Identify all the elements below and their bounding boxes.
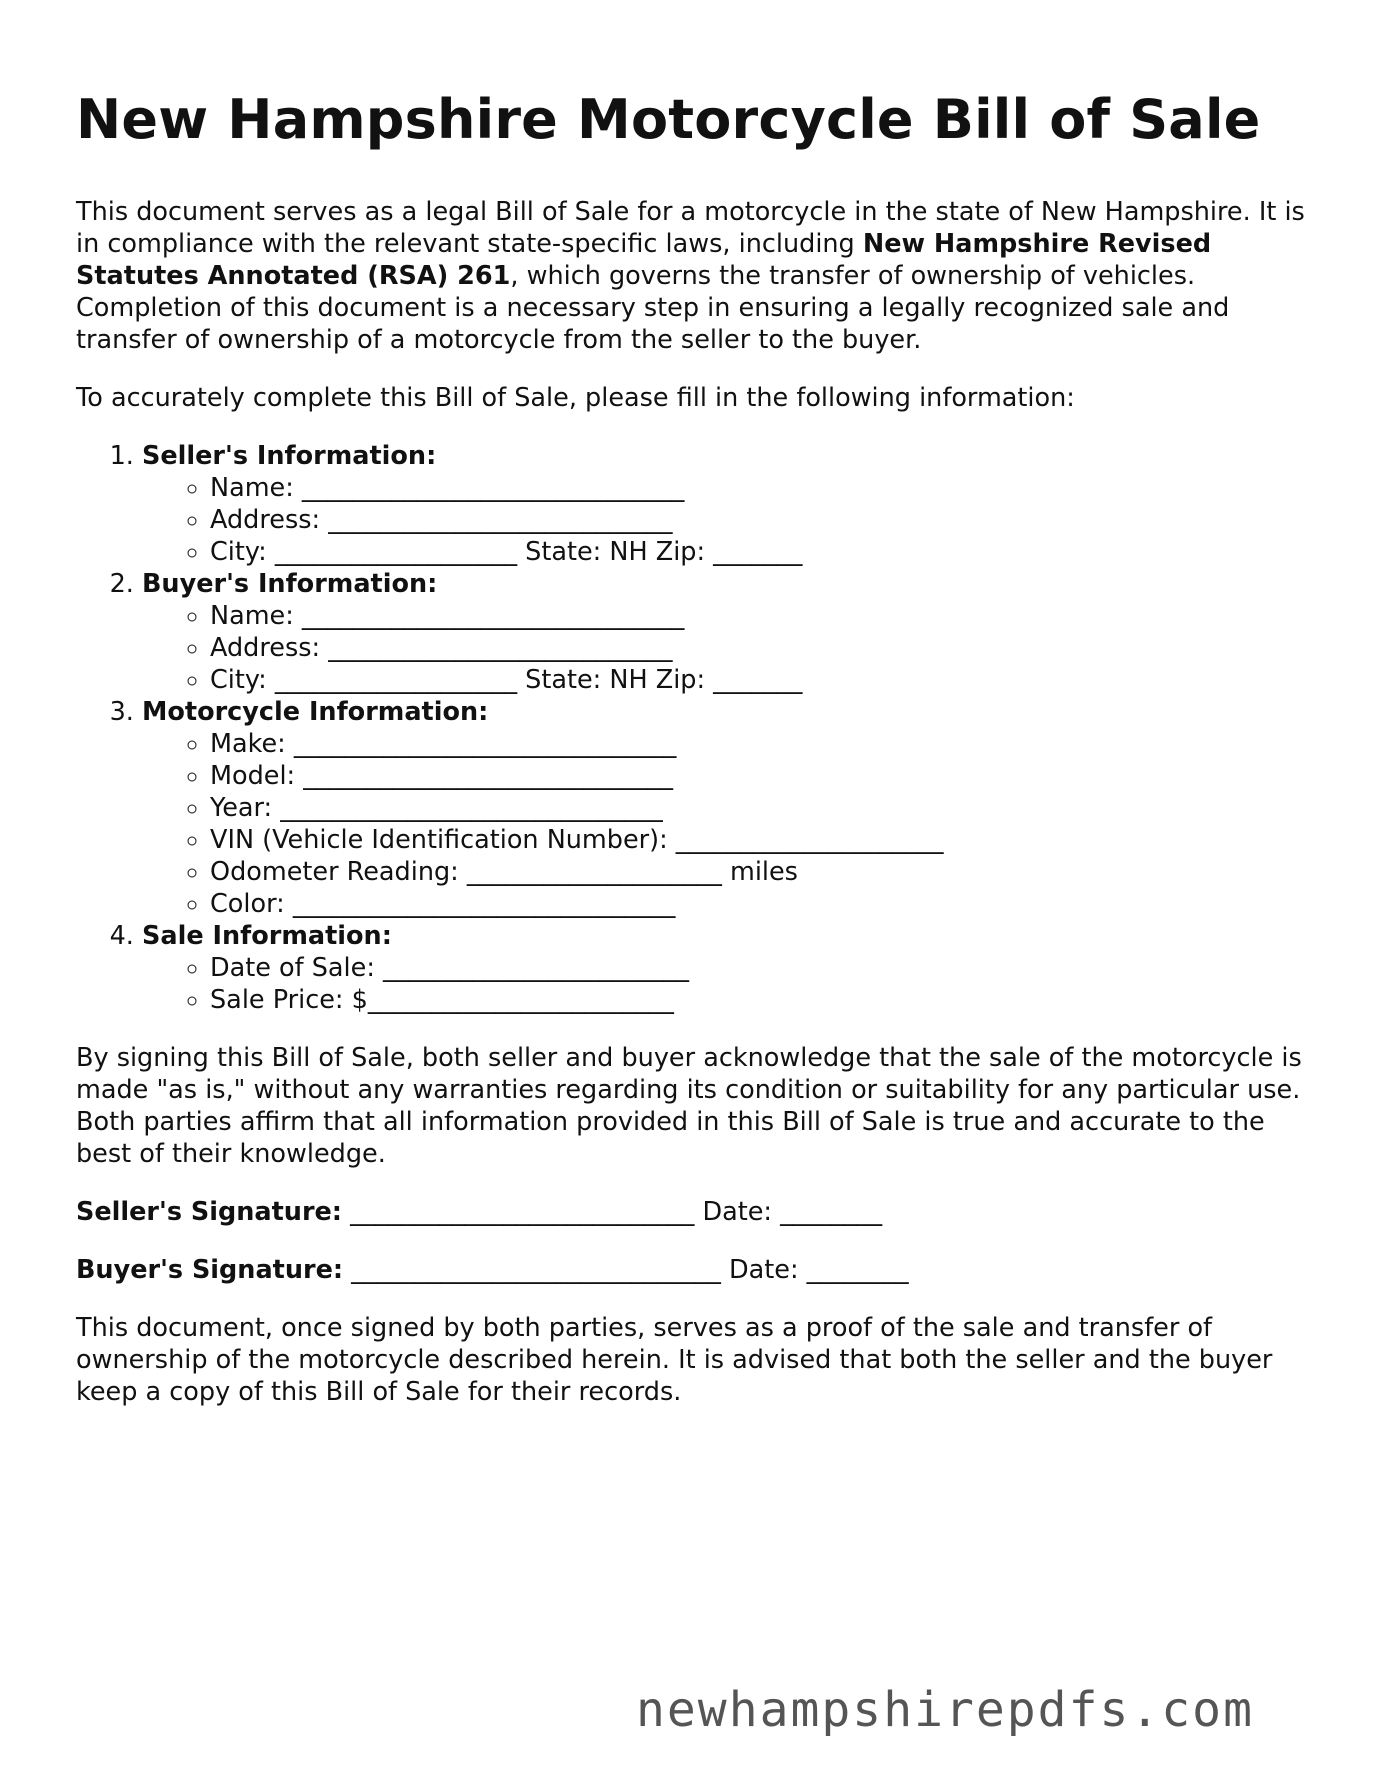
acknowledgement-paragraph: By signing this Bill of Sale, both seller and buyer acknowledge that the sale of the motorcycle is made "as is," without any warranties regarding its condition or suitability for any particular use. Both parties affirm that all information provided in this Bill of Sale is true and accurate to the best of their knowledge.: [76, 1043, 1302, 1169]
buyer-city-field: ◦ City: ___________________ State: NH Zip: _______: [210, 664, 1306, 696]
sale-fields: [142, 952, 1306, 1016]
buyer-heading: Buyer's Information:: [142, 569, 438, 599]
motorcycle-section: [142, 696, 1306, 920]
intro-text-1: This document serves as a legal Bill of Sale for a motorcycle in the state of New Hampshire. It is in compliance with the relevant state-specific laws, including: [76, 197, 1305, 259]
vin-field: ◦ VIN (Vehicle Identification Number): _____________________: [210, 824, 1306, 856]
seller-signature-label: Seller's Signature:: [76, 1197, 343, 1227]
watermark-text: newhampshirepdfs.com: [636, 1682, 1254, 1738]
seller-city-field: ◦ City: ___________________ State: NH Zip: _______: [210, 536, 1306, 568]
seller-fields: [142, 472, 1306, 568]
seller-section: [142, 440, 1306, 568]
odometer-field: ◦ Odometer Reading: ____________________ miles: [210, 856, 1306, 888]
seller-name-field: ◦ Name: ______________________________: [210, 472, 1306, 504]
buyer-fields: [142, 600, 1306, 696]
seller-address-field: ◦ Address: ___________________________: [210, 504, 1306, 536]
make-field: ◦ Make: ______________________________: [210, 728, 1306, 760]
buyer-signature-line: [76, 1254, 1306, 1286]
model-field: ◦ Model: _____________________________: [210, 760, 1306, 792]
motorcycle-heading: Motorcycle Information:: [142, 697, 489, 727]
instruction-paragraph: To accurately complete this Bill of Sale, please fill in the following information:: [76, 383, 1075, 413]
buyer-section: [142, 568, 1306, 696]
intro-text-2: , which governs the transfer of ownership of vehicles. Completion of this document is a necessary step in ensuring a legally recognized sale and transfer of ownership of a motorcycle from the seller to the buyer.: [76, 261, 1230, 355]
buyer-name-field: ◦ Name: ______________________________: [210, 600, 1306, 632]
document-page: [76, 88, 1306, 1434]
motorcycle-fields: [142, 728, 1306, 920]
statute-reference: New Hampshire Revised Statutes Annotated (RSA) 261: [76, 229, 1212, 291]
form-sections: [76, 440, 1306, 1016]
sale-price-field: ◦ Sale Price: $________________________: [210, 984, 1306, 1016]
year-field: ◦ Year: ______________________________: [210, 792, 1306, 824]
sale-section: [142, 920, 1306, 1016]
buyer-signature-blank: _____________________________ Date: ________: [343, 1255, 909, 1285]
seller-signature-blank: ___________________________ Date: ________: [342, 1197, 883, 1227]
buyer-address-field: ◦ Address: ___________________________: [210, 632, 1306, 664]
sale-date-field: ◦ Date of Sale: ________________________: [210, 952, 1306, 984]
closing-paragraph: This document, once signed by both parties, serves as a proof of the sale and transfer of ownership of the motorcycle described herein. It is advised that both the seller and the buyer keep a copy of this Bill of Sale for their records.: [76, 1313, 1273, 1407]
sale-heading: Sale Information:: [142, 921, 392, 951]
seller-heading: Seller's Information:: [142, 441, 437, 471]
intro-paragraph: [76, 196, 1306, 356]
buyer-signature-label: Buyer's Signature:: [76, 1255, 344, 1285]
seller-signature-line: [76, 1196, 1306, 1228]
document-title: New Hampshire Motorcycle Bill of Sale: [76, 88, 1261, 151]
color-field: ◦ Color: ______________________________: [210, 888, 1306, 920]
